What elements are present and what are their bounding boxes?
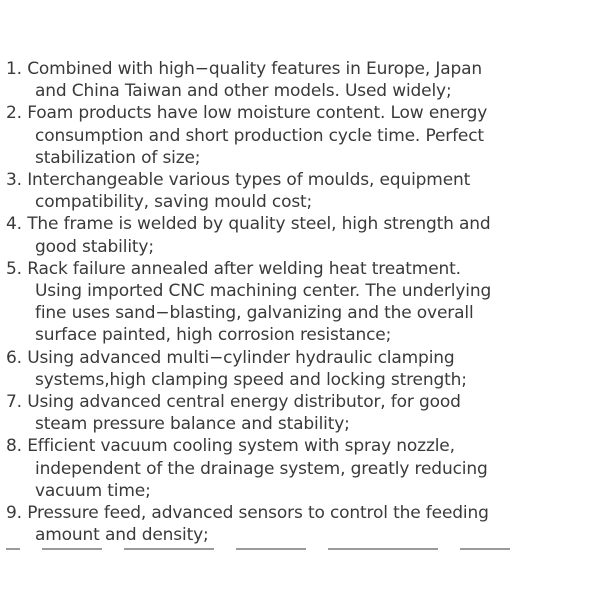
- list-item-text: good stability;: [35, 236, 154, 257]
- list-item: [6, 435, 594, 502]
- list-item-line: [6, 169, 594, 191]
- list-item-number: 5.: [6, 258, 22, 279]
- list-item-text: and China Taiwan and other models. Used widely;: [35, 81, 452, 102]
- list-item-text: Combined with high−quality features in Europe, Japan: [27, 59, 483, 79]
- list-item-line: [6, 502, 594, 524]
- list-item-number: 1.: [6, 59, 22, 79]
- list-item-number: 6.: [6, 347, 22, 368]
- list-item-text: Foam products have low moisture content. Low energy: [27, 103, 488, 124]
- list-item-text: compatibility, saving mould cost;: [35, 192, 313, 213]
- list-item: [6, 213, 594, 257]
- list-item-text: systems,high clamping speed and locking strength;: [35, 369, 467, 390]
- list-item-text: amount and density;: [35, 525, 209, 546]
- list-item-text: vacuum time;: [35, 480, 151, 501]
- list-item-line: [6, 102, 594, 124]
- list-item: [6, 58, 594, 102]
- list-item-text: The frame is welded by quality steel, high strength and: [27, 214, 491, 235]
- list-item: [6, 169, 594, 213]
- list-item-text: Using imported CNC machining center. The underlying: [35, 281, 492, 302]
- list-item-number: 7.: [6, 392, 22, 413]
- list-item-text: Using advanced multi−cylinder hydraulic clamping: [27, 347, 455, 368]
- list-item-line: [6, 258, 594, 280]
- list-item-line: [6, 213, 594, 235]
- list-item-line: [6, 347, 594, 369]
- list-item-text: surface painted, high corrosion resistance;: [35, 325, 392, 346]
- list-item: [6, 258, 594, 347]
- list-item: [6, 502, 594, 546]
- list-item-line: [6, 435, 594, 457]
- list-item-number: 8.: [6, 436, 22, 457]
- list-item-text: consumption and short production cycle time. Perfect: [35, 125, 484, 146]
- list-item-text: Pressure feed, advanced sensors to control the feeding: [27, 503, 489, 524]
- list-item-text: steam pressure balance and stability;: [35, 414, 350, 435]
- feature-list: [6, 58, 594, 546]
- list-item-text: Efficient vacuum cooling system with spray nozzle,: [27, 436, 455, 457]
- list-item-number: 9.: [6, 503, 22, 524]
- list-item-text: Rack failure annealed after welding heat treatment.: [27, 258, 461, 279]
- cut-off-text-line: [6, 548, 566, 554]
- list-item-line: [6, 391, 594, 413]
- list-item-text: Using advanced central energy distributor, for good: [27, 392, 461, 413]
- list-item-text: independent of the drainage system, greatly reducing: [35, 458, 488, 479]
- list-item-text: stabilization of size;: [35, 147, 201, 168]
- list-item: [6, 102, 594, 169]
- list-item: [6, 391, 594, 435]
- list-item-line: [6, 58, 594, 80]
- list-item-number: 2.: [6, 103, 22, 124]
- list-item: [6, 347, 594, 391]
- list-item-text: fine uses sand−blasting, galvanizing and the overall: [35, 303, 474, 324]
- list-item-number: 4.: [6, 214, 22, 235]
- list-item-number: 3.: [6, 170, 22, 191]
- list-item-text: Interchangeable various types of moulds, equipment: [27, 170, 471, 191]
